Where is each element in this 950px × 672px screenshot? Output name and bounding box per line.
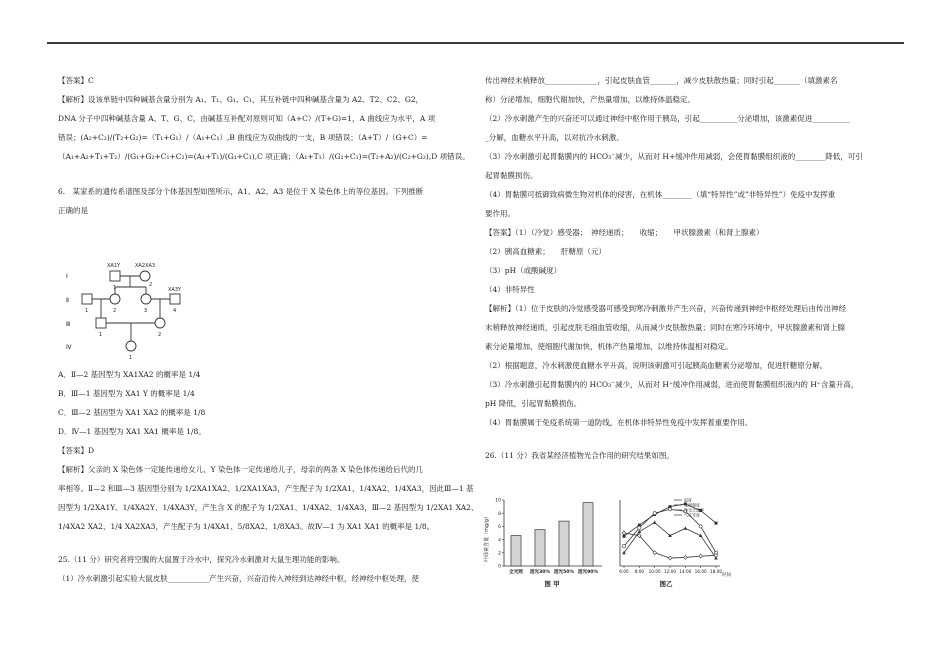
q25-question-line: （2）冷水刺激产生的兴奋还可以通过神经中枢作用于胰岛，引起__________分泌增加，该激素促进__________ — [485, 114, 850, 123]
q25-question-line: （4）胃黏膜可抵御致病微生物对机体的侵害，在机体________（填“特异性”或”非特异性”）免疫中发挥重 — [485, 190, 836, 199]
genotype-label: XA2XA3 — [135, 263, 156, 269]
line-chart-point — [684, 526, 688, 529]
pedigree-female-III2 — [155, 318, 165, 328]
pedigree-male-I1 — [110, 271, 120, 281]
q25-answer-line: （3）pH（或酸碱度） — [485, 266, 562, 275]
legend-label: 气孔导度 — [684, 512, 700, 518]
pedigree-male-III1 — [96, 318, 106, 328]
line-chart-series-line — [624, 509, 716, 553]
bar-chart-title: 图 甲 — [544, 580, 560, 588]
pedigree-female-II2 — [110, 294, 120, 304]
q6-option-d: D．Ⅳ—1 基因型为 XA1 XA1 概率是 1/8。 — [58, 427, 206, 436]
bar-chart-ylabel: 叶绿素含量（mg/g） — [484, 514, 490, 562]
bar-chart-category-label: 遮光30% — [529, 570, 551, 575]
q5-analysis-line: 【解析】设该单链中四种碱基含量分别为 A₁、T₁、G₁、C₁，其互补链中四种碱基含量为 A2、T2、C2、G2， — [58, 95, 424, 104]
individual-number: 4 — [173, 308, 177, 314]
q25-question-line: 要作用。 — [485, 209, 515, 218]
q25-part1: （1）冷水刺激引起实验大鼠皮肤___________产生兴奋，兴奋沿传入神经到达神经中枢，经神经中枢处理，使 — [58, 574, 420, 583]
line-chart-xtick-label: 14:00 — [679, 569, 692, 574]
line-chart-point — [699, 554, 703, 558]
q6-stem-line: 正确的是 — [58, 206, 88, 215]
q6-option-b: B．Ⅲ—1 基因型为 XA1 Y 的概率是 1/4 — [58, 389, 195, 398]
line-chart-point — [622, 531, 626, 535]
genotype-label: XA1Y — [107, 263, 121, 269]
line-chart-xtick-label: 16:00 — [694, 569, 707, 574]
q6-analysis-line: 因型为 1/2XA1Y、1/4XA2Y、1/4XA3Y，产生含 X 的配子为 1/2XA1、1/4XA2、1/4XA3，Ⅲ—2 基因型为 1/2XA1 XA2、 — [58, 503, 479, 512]
pedigree-diagram — [60, 255, 195, 365]
q25-analysis-line: pH 降低，引起胃黏膜损伤。 — [485, 399, 582, 408]
individual-number: 1 — [129, 355, 133, 361]
line-chart-title: 图乙 — [659, 580, 673, 588]
q25-answer-line: 【答案】（1）（冷觉）感受器； 神经递质； 收缩； 甲状腺激素（和肾上腺素） — [485, 228, 764, 237]
bar-chart-ytick-label: 4 — [498, 538, 501, 544]
q25-question-line: （3）冷水刺激引起胃黏膜内的 HCO₃⁻减少，从而对 H+缓冲作用减弱，会使胃黏膜组织液的________降低，可引 — [485, 152, 863, 161]
generation-label: Ⅱ — [66, 297, 69, 304]
q6-option-c: C．Ⅲ—2 基因型为 XA1 XA2 的概率是 1/8 — [58, 408, 206, 417]
line-chart-point — [699, 525, 702, 528]
q26-stem: 26.（11 分）我省某经济植物光合作用的研究结果如图。 — [485, 451, 674, 460]
q25-analysis-line: （3）冷水刺激引起胃黏膜内的 HCO₃⁻减少，从而对 H⁺缓冲作用减弱，进而使胃黏膜组织液内的 H⁺含量升高， — [485, 380, 859, 389]
line-chart-xlabel: 时间 — [722, 573, 731, 578]
q5-analysis-line: DNA 分子中四种碱基含量 A、T、G、C，由碱基互补配对原则可知（A+C）/(T+G)=1，A 曲线应为水平，A 项 — [58, 114, 436, 123]
q25-analysis-line: 末梢释放神经递质，引起皮肤毛细血管收缩，从而减少皮肤散热量；同时在寒冷环境中，甲状腺激素和肾上腺 — [485, 323, 845, 332]
bar-chart-category-label: 遮光50% — [553, 570, 575, 575]
line-chart-point — [684, 555, 688, 559]
bar-chart-category-label: 遮光90% — [577, 570, 599, 575]
line-chart-point — [653, 512, 656, 515]
individual-number: 1 — [85, 308, 89, 314]
genotype-label: XA3Y — [168, 287, 182, 293]
q6-option-a: A．Ⅱ—2 基因型为 XA1XA2 的概率是 1/4 — [58, 370, 201, 379]
line-chart-point — [668, 556, 672, 560]
bar-chart-ytick-label: 2 — [498, 551, 501, 557]
generation-label: Ⅰ — [66, 273, 68, 280]
line-chart-figure — [612, 492, 730, 590]
bar-chart-ytick-label: 8 — [498, 511, 501, 517]
bar-chart-bar — [535, 530, 545, 566]
individual-number: 2 — [149, 282, 153, 288]
bar-chart-bar — [583, 503, 593, 566]
bar-chart-ytick-label: 10 — [495, 498, 501, 504]
bar-chart-figure — [482, 492, 610, 590]
line-chart-xtick-label: 10:00 — [648, 569, 661, 574]
q25-analysis-line: 素分泌量增加，使细胞代谢加快，机体产热量增加，以维持体温相对稳定。 — [485, 342, 733, 351]
line-chart-point — [638, 526, 641, 529]
q25-analysis-line: 【解析】（1）位于皮肤的冷觉感受器可感受到寒冷刺激并产生兴奋，兴奋传递到神经中枢经处理后由传出神经 — [485, 304, 847, 313]
q5-analysis-line: （A₁+A₂+T₁+T₂）/(G₁+G₂+C₁+C₂)=(A₁+T₁)/(G₁+C₁),C 项正确；（A₁+T₁）/(G₁+C₁)=(T₂+A₂)/(C₂+G₂),D 项错误。 — [58, 152, 470, 161]
pedigree-male-II4 — [170, 294, 180, 304]
pedigree-female-IV1 — [126, 341, 136, 351]
q25-stem: 25.（11 分）研究者将空腹的大鼠置于冷水中，探究冷水刺激对大鼠生理功能的影响。 — [58, 555, 345, 564]
q25-question-line: 传出神经末梢释放______________，引起皮肤血管_______，减少皮肤散热量；同时引起_______（填激素名 — [485, 76, 838, 85]
bar-chart-bar — [559, 521, 569, 566]
q25-answer-line: （2）胰高血糖素； 肝糖原（元） — [485, 247, 607, 256]
q6-analysis-line: 【解析】父亲的 X 染色体一定能传递给女儿、Y 染色体一定传递给儿子，母亲的两条 X 染色体传递给后代的几 — [58, 465, 424, 474]
line-chart-point — [653, 520, 657, 523]
individual-number: 1 — [99, 332, 103, 338]
q25-question-line: _分解，血糖水平升高，以对抗冷水刺激。 — [485, 133, 624, 142]
pedigree-female-II3 — [141, 294, 151, 304]
individual-number: 2 — [113, 308, 117, 314]
q6-stem-line: 6. 某家系的遗传系谱图及部分个体基因型如图所示，A1、A2、A3 是位于 X 染色体上的等位基因。下列推断 — [58, 187, 424, 196]
bar-chart-category-label: 全光照 — [509, 570, 523, 575]
q25-answer-line: （4）非特异性 — [485, 285, 535, 294]
line-chart-xtick-label: 8:00 — [634, 569, 645, 574]
line-chart-xtick-label: 6:00 — [619, 569, 629, 574]
bar-chart-ytick-label: 0 — [498, 564, 501, 570]
q6-answer: 【答案】D — [58, 446, 95, 455]
bar-chart-bar — [511, 536, 521, 566]
q5-analysis-line: 错误；(A₂+C₂)/(T₂+G₂)=（T₁+G₁）/（A₁+C₁）,B 曲线应为双曲线的一支，B 项错误；（A+T）/（G+C）= — [58, 133, 428, 142]
legend-label: 温度 — [684, 497, 692, 503]
q6-analysis-line: 1/4XA2 XA2、1/4 XA2XA3，产生配子为 1/4XA1、5/8XA2、1/8XA3。故Ⅳ—1 为 XA1 XA1 的概率是 1/8。 — [58, 522, 435, 531]
q5-answer: 【答案】C — [58, 76, 94, 85]
legend-label: 净光合速率 — [684, 507, 704, 513]
individual-number: 1 — [113, 285, 117, 291]
individual-number: 2 — [158, 332, 162, 338]
line-chart-xtick-label: 12:00 — [663, 569, 677, 574]
q25-analysis-line: （4）胃黏膜属于免疫系统第一道防线，在机体非特异性免疫中发挥着重要作用。 — [485, 418, 753, 427]
pedigree-female-I2 — [140, 271, 150, 281]
pedigree-male-II1 — [82, 294, 92, 304]
q25-analysis-line: （2）根据题意，冷水刺激使血糖水平升高，说明该刺激可引起胰高血糖素分泌增加，促进肝糖原分解。 — [485, 361, 828, 370]
bar-chart-ytick-label: 6 — [498, 525, 501, 531]
line-chart-xtick-label: 18:00 — [709, 569, 723, 574]
top-divider — [47, 42, 904, 44]
generation-label: Ⅲ — [66, 321, 71, 328]
bar-chart-ylabel-wrap — [483, 514, 490, 562]
line-chart-point — [622, 545, 625, 548]
generation-label: Ⅳ — [66, 344, 72, 351]
q25-question-line: 称）分泌增加，细胞代谢加快，产热量增加，以维持体温稳定。 — [485, 95, 695, 104]
q6-analysis-line: 率相等。Ⅱ—2 和Ⅲ—3 基因型分别为 1/2XA1XA2、1/2XA1XA3，产生配子为 1/2XA1、1/4XA2、1/4XA3，因此Ⅲ—1 基 — [58, 484, 474, 493]
line-chart-point — [668, 508, 671, 511]
legend-label: 光照强度 — [684, 502, 700, 508]
q25-question-line: 起胃黏膜损伤。 — [485, 171, 538, 180]
line-chart-point — [715, 522, 718, 525]
individual-number: 3 — [144, 308, 148, 314]
